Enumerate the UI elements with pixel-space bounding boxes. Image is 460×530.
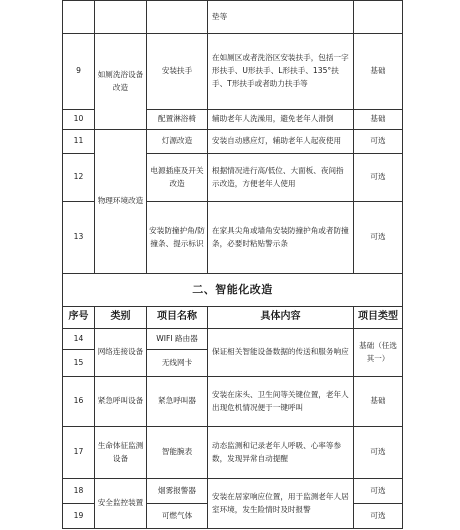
row-content: 安装在床头、卫生间等关键位置，老年人出现危机情况便于一键呼叫	[208, 377, 354, 427]
row-type: 可选	[354, 154, 403, 202]
table-row	[63, 130, 403, 154]
row-category: 紧急呼叫设备	[95, 377, 147, 427]
table-row	[63, 1, 403, 34]
row-type	[354, 1, 403, 34]
row-number: 12	[63, 154, 95, 202]
row-item: 烟雾报警器	[147, 479, 208, 504]
header-item: 项目名称	[147, 307, 208, 329]
row-category: 安全监控装置	[95, 479, 147, 529]
row-number: 17	[63, 427, 95, 479]
row-item: WIFI 路由器	[147, 329, 208, 350]
row-type: 可选	[354, 504, 403, 529]
row-category: 物理环境改造	[95, 130, 147, 274]
row-item: 紧急呼叫器	[147, 377, 208, 427]
row-item: 安装防撞护角/防撞条、提示标识	[147, 202, 208, 274]
row-content: 保证相关智能设备数据的传送和服务响应	[208, 329, 354, 377]
row-type: 基础（任选其一）	[354, 329, 403, 377]
row-item: 灯源改造	[147, 130, 208, 154]
row-category: 如厕洗浴设备改造	[95, 34, 147, 130]
table-row	[63, 34, 403, 110]
table-row	[63, 329, 403, 350]
row-number: 16	[63, 377, 95, 427]
row-category: 网络连接设备	[95, 329, 147, 377]
row-type: 可选	[354, 202, 403, 274]
row-category: 生命体征监测设备	[95, 427, 147, 479]
row-number: 15	[63, 350, 95, 377]
row-number: 13	[63, 202, 95, 274]
renovation-table	[62, 0, 403, 529]
header-type: 项目类型	[354, 307, 403, 329]
row-type: 基础	[354, 110, 403, 130]
row-type: 可选	[354, 479, 403, 504]
row-number: 19	[63, 504, 95, 529]
header-row	[63, 307, 403, 329]
row-item	[147, 1, 208, 34]
table-row	[63, 427, 403, 479]
row-content: 在如厕区或者洗浴区安装扶手，包括一字形扶手、U形扶手、L形扶手、135°扶手、T形扶手或者助力扶手等	[208, 34, 354, 110]
row-content: 动态监测和记录老年人呼吸、心率等参数，发现异常自动提醒	[208, 427, 354, 479]
row-number: 18	[63, 479, 95, 504]
row-number	[63, 1, 95, 34]
row-content: 安装自动感应灯，辅助老年人起夜使用	[208, 130, 354, 154]
row-type: 可选	[354, 130, 403, 154]
header-content: 具体内容	[208, 307, 354, 329]
row-content: 根据情况进行高/低位、大面板、夜间指示改造，方便老年人使用	[208, 154, 354, 202]
section-title: 二、智能化改造	[63, 274, 403, 307]
row-content: 安装在居家响应位置，用于监测老年人居室环境，发生险情时及时报警	[208, 479, 354, 529]
row-type: 可选	[354, 427, 403, 479]
row-type: 基础	[354, 34, 403, 110]
header-category: 类别	[95, 307, 147, 329]
row-item: 配置淋浴椅	[147, 110, 208, 130]
row-item: 智能腕表	[147, 427, 208, 479]
row-item: 无线网卡	[147, 350, 208, 377]
row-number: 10	[63, 110, 95, 130]
row-item: 可燃气体	[147, 504, 208, 529]
table-row	[63, 479, 403, 504]
row-content: 在家具尖角或墙角安装防撞护角或者防撞条，必要时粘贴警示条	[208, 202, 354, 274]
section-title-row	[63, 274, 403, 307]
row-content: 垫等	[208, 1, 354, 34]
table-row	[63, 377, 403, 427]
header-number: 序号	[63, 307, 95, 329]
row-item: 安装扶手	[147, 34, 208, 110]
row-number: 11	[63, 130, 95, 154]
row-category	[95, 1, 147, 34]
row-type: 基础	[354, 377, 403, 427]
row-item: 电源插座及开关改造	[147, 154, 208, 202]
row-number: 14	[63, 329, 95, 350]
row-number: 9	[63, 34, 95, 110]
row-content: 辅助老年人洗澡用，避免老年人滑倒	[208, 110, 354, 130]
